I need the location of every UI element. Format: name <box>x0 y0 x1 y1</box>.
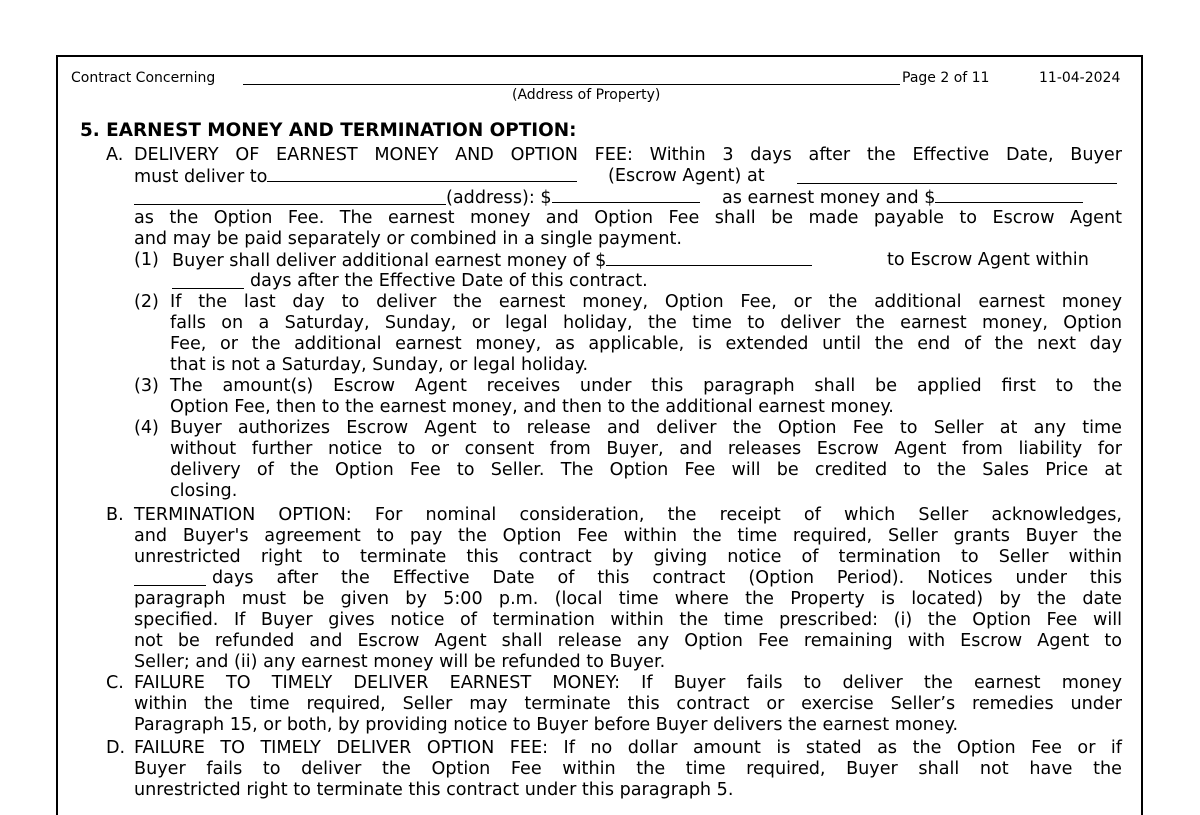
item-4-marker: (4) <box>134 418 159 438</box>
section-title: 5. EARNEST MONEY AND TERMINATION OPTION: <box>80 120 577 141</box>
para-b-line <box>134 652 665 673</box>
item-4-line <box>170 481 237 502</box>
contract-concerning-label: Contract Concerning <box>71 70 216 86</box>
text: closing. <box>170 481 238 501</box>
text: (Escrow Agent) at <box>608 166 765 186</box>
text: Buyer authorizes Escrow Agent to release and deliver the Option Fee to Seller at any time <box>170 418 1122 438</box>
para-b-marker: B. <box>106 505 124 525</box>
text: Fee, or the additional earnest money, as applicable, is extended until the end of the next day <box>170 334 1122 354</box>
para-a-line <box>134 145 1122 166</box>
item-2-line <box>170 334 1122 355</box>
para-d-line <box>134 780 733 801</box>
additional-earnest-days-field[interactable] <box>172 273 244 289</box>
para-d-line <box>134 738 1122 759</box>
text: within the time required, Seller may terminate this contract or exercise Seller’s remedies under <box>134 694 1122 714</box>
option-fee-amount-field[interactable] <box>935 187 1083 203</box>
escrow-agent-address-field[interactable] <box>797 168 1117 184</box>
text: TERMINATION OPTION: For nominal consideration, the receipt of which Seller acknowledges, <box>134 505 1122 525</box>
text: (address): $ <box>446 188 552 208</box>
para-d-line <box>134 759 1122 780</box>
text: If the last day to deliver the earnest money, Option Fee, or the additional earnest money <box>170 292 1122 312</box>
text: Buyer fails to deliver the Option Fee within the time required, Buyer shall not have the <box>134 759 1122 779</box>
item-2-line <box>170 313 1122 334</box>
earnest-money-amount-field[interactable] <box>552 187 700 203</box>
para-a-marker: A. <box>106 145 124 165</box>
para-b-line <box>134 505 1122 526</box>
text: paragraph must be given by 5:00 p.m. (local time where the Property is located) by the date <box>134 589 1122 609</box>
item-1-line <box>172 250 812 272</box>
item-3-marker: (3) <box>134 376 159 396</box>
text: days after the Effective Date of this contract. <box>250 271 648 291</box>
para-a-line <box>134 229 682 250</box>
text: days after the Effective Date of this contract (Option Period). Notices under this <box>212 568 1122 588</box>
text: unrestricted right to terminate this contract under this paragraph 5. <box>134 780 734 800</box>
address-caption: (Address of Property) <box>512 87 661 103</box>
text: Seller; and (ii) any earnest money will be refunded to Buyer. <box>134 652 666 672</box>
para-b-line <box>134 547 1122 568</box>
para-b-line <box>134 589 1122 610</box>
text: and Buyer's agreement to pay the Option Fee within the time required, Seller grants Buyer the <box>134 526 1122 546</box>
option-period-days-field[interactable] <box>134 570 206 586</box>
text: not be refunded and Escrow Agent shall release any Option Fee remaining with Escrow Agent to <box>134 631 1122 651</box>
text: as earnest money and $ <box>722 188 936 208</box>
text: The amount(s) Escrow Agent receives under this paragraph shall be applied first to the <box>170 376 1122 396</box>
item-4-line <box>170 439 1122 460</box>
text: FAILURE TO TIMELY DELIVER EARNEST MONEY: If Buyer fails to deliver the earnest money <box>134 673 1122 693</box>
para-b-line <box>134 610 1122 631</box>
para-a-line <box>446 187 700 209</box>
escrow-agent-field[interactable] <box>267 166 577 182</box>
item-4-line <box>170 460 1122 481</box>
item-2-line <box>170 355 588 376</box>
text: Buyer shall deliver additional earnest money of $ <box>172 251 607 271</box>
text: to Escrow Agent within <box>887 250 1089 270</box>
text: and may be paid separately or combined in a single payment. <box>134 229 682 249</box>
escrow-address-field[interactable] <box>134 189 446 205</box>
text: as the Option Fee. The earnest money and Option Fee shall be made payable to Escrow Agent <box>134 208 1122 228</box>
text: delivery of the Option Fee to Seller. The Option Fee will be credited to the Sales Price at <box>170 460 1122 480</box>
text: Option Fee, then to the earnest money, and then to the additional earnest money. <box>170 397 894 417</box>
para-b-line <box>212 568 1122 589</box>
para-a-line <box>608 166 765 187</box>
form-date: 11-04-2024 <box>1039 70 1121 86</box>
para-a-line <box>722 187 1083 209</box>
item-1-line <box>250 271 648 292</box>
page-number: Page 2 of 11 <box>902 70 990 86</box>
item-3-line <box>170 376 1122 397</box>
para-d-marker: D. <box>106 738 126 758</box>
additional-earnest-money-field[interactable] <box>606 250 812 266</box>
para-a-line <box>134 208 1122 229</box>
item-4-line <box>170 418 1122 439</box>
text: FAILURE TO TIMELY DELIVER OPTION FEE: If no dollar amount is stated as the Option Fee or if <box>134 738 1122 758</box>
text: unrestricted right to terminate this contract by giving notice of termination to Seller within <box>134 547 1122 567</box>
para-c-marker: C. <box>106 673 124 693</box>
text: Paragraph 15, or both, by providing notice to Buyer before Buyer delivers the earnest money. <box>134 715 959 735</box>
para-c-line <box>134 715 958 736</box>
para-c-line <box>134 673 1122 694</box>
text: specified. If Buyer gives notice of termination within the time prescribed: (i) the Option Fee will <box>134 610 1122 630</box>
item-2-marker: (2) <box>134 292 159 312</box>
text: without further notice to or consent from Buyer, and releases Escrow Agent from liability for <box>170 439 1122 459</box>
item-3-line <box>170 397 894 418</box>
text: falls on a Saturday, Sunday, or legal holiday, the time to deliver the earnest money, Option <box>170 313 1122 333</box>
text: DELIVERY OF EARNEST MONEY AND OPTION FEE: Within 3 days after the Effective Date, Buyer <box>134 145 1122 165</box>
item-1-marker: (1) <box>134 250 159 270</box>
property-address-field[interactable] <box>243 84 900 85</box>
item-1-line <box>887 250 1089 271</box>
para-b-line <box>134 526 1122 547</box>
item-2-line <box>170 292 1122 313</box>
para-b-line <box>134 631 1122 652</box>
text: must deliver to <box>134 167 268 187</box>
text: that is not a Saturday, Sunday, or legal holiday. <box>170 355 589 375</box>
para-a-line <box>134 166 577 188</box>
para-c-line <box>134 694 1122 715</box>
